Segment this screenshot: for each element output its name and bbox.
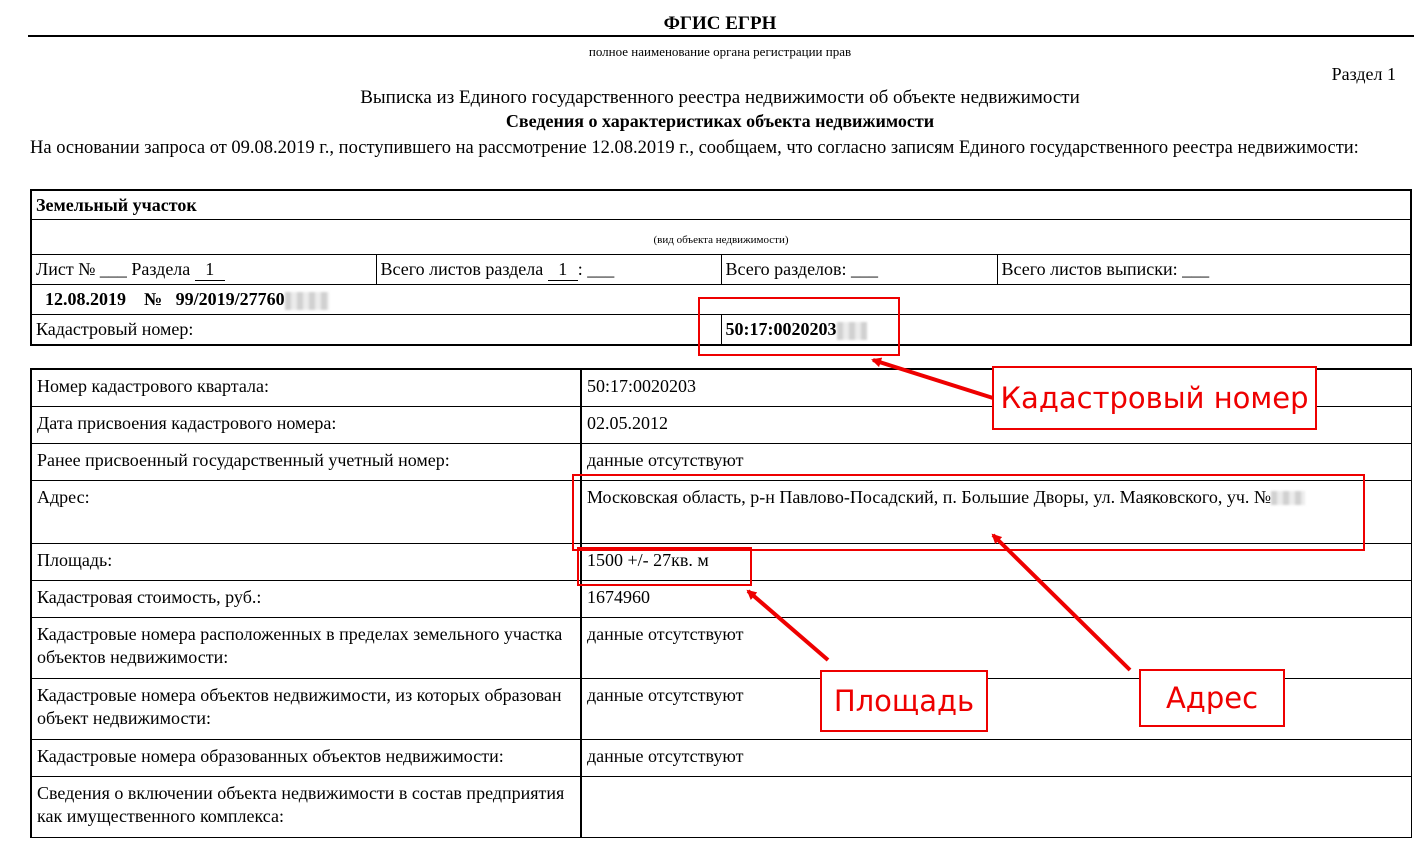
cadastral-arrow (873, 360, 993, 398)
extract-date: 12.08.2019 (45, 289, 126, 309)
detail-label: Номер кадастрового квартала: (31, 369, 581, 406)
area-callout: Площадь (820, 670, 988, 732)
total-sheets-section-suffix: : ___ (577, 258, 615, 279)
detail-label: Адрес: (31, 480, 581, 543)
total-sections: Всего разделов: ___ (721, 255, 997, 285)
detail-value: данные отсутствуют (581, 678, 1411, 739)
total-sheets-section-label: Всего листов раздела (380, 258, 544, 279)
detail-value: 02.05.2012 (581, 406, 1411, 443)
address-text: Московская область, р-н Павлово-Посадский, п. Большие Дворы, ул. Маяковского, уч. № (587, 486, 1272, 507)
object-type: Земельный участок (31, 190, 1411, 220)
detail-value: данные отсутствуют (581, 617, 1411, 678)
detail-value: данные отсутствуют (581, 443, 1411, 480)
cadastral-number-label: Кадастровый номер: (31, 315, 721, 346)
detail-label: Кадастровая стоимость, руб.: (31, 580, 581, 617)
object-type-caption: (вид объекта недвижимости) (31, 220, 1411, 255)
detail-value: 50:17:0020203 (581, 369, 1411, 406)
detail-label: Кадастровые номера образованных объектов недвижимости: (31, 739, 581, 776)
total-sheets-extract: Всего листов выписки: ___ (997, 255, 1411, 285)
cadastral-number-value: 50:17:0020203 (725, 319, 837, 339)
detail-label: Площадь: (31, 543, 581, 580)
detail-label: Сведения о включении объекта недвижимости в состав предприятия как имущественного комплекса: (31, 776, 581, 837)
detail-value: 1674960 (581, 580, 1411, 617)
sheet-number-label: Лист № ___ Раздела (36, 258, 191, 279)
document-subtitle: Сведения о характеристиках объекта недвижимости (505, 111, 935, 131)
intro-text: На основании запроса от 09.08.2019 г., поступившего на рассмотрение 12.08.2019 г., сообщаем, что согласно записям Единого государственного реестра недвижимости: (30, 138, 1359, 158)
area-arrow (748, 591, 828, 660)
detail-label: Кадастровые номера расположенных в пределах земельного участка объектов недвижимости: (31, 617, 581, 678)
extract-number: 99/2019/27760 (175, 289, 285, 309)
address-callout: Адрес (1139, 669, 1285, 727)
detail-value: 1500 +/- 27кв. м (581, 543, 1411, 580)
detail-label: Дата присвоения кадастрового номера: (31, 406, 581, 443)
org-title: ФГИС ЕГРН (663, 13, 777, 34)
detail-label: Ранее присвоенный государственный учетный номер: (31, 443, 581, 480)
org-subtitle: полное наименование органа регистрации прав (588, 44, 852, 59)
address-arrow (993, 535, 1130, 670)
detail-label: Кадастровые номера объектов недвижимости, из которых образован объект недвижимости: (31, 678, 581, 739)
detail-value: данные отсутствуют (581, 739, 1411, 776)
number-sign: № (144, 289, 163, 309)
document-title: Выписка из Единого государственного реестра недвижимости об объекте недвижимости (360, 87, 1080, 108)
sheet-section-value: 1 (195, 259, 225, 281)
total-sheets-section-value: 1 (548, 259, 578, 281)
cadastral-callout: Кадастровый номер (992, 366, 1317, 430)
section-label: Раздел 1 (1331, 64, 1396, 84)
